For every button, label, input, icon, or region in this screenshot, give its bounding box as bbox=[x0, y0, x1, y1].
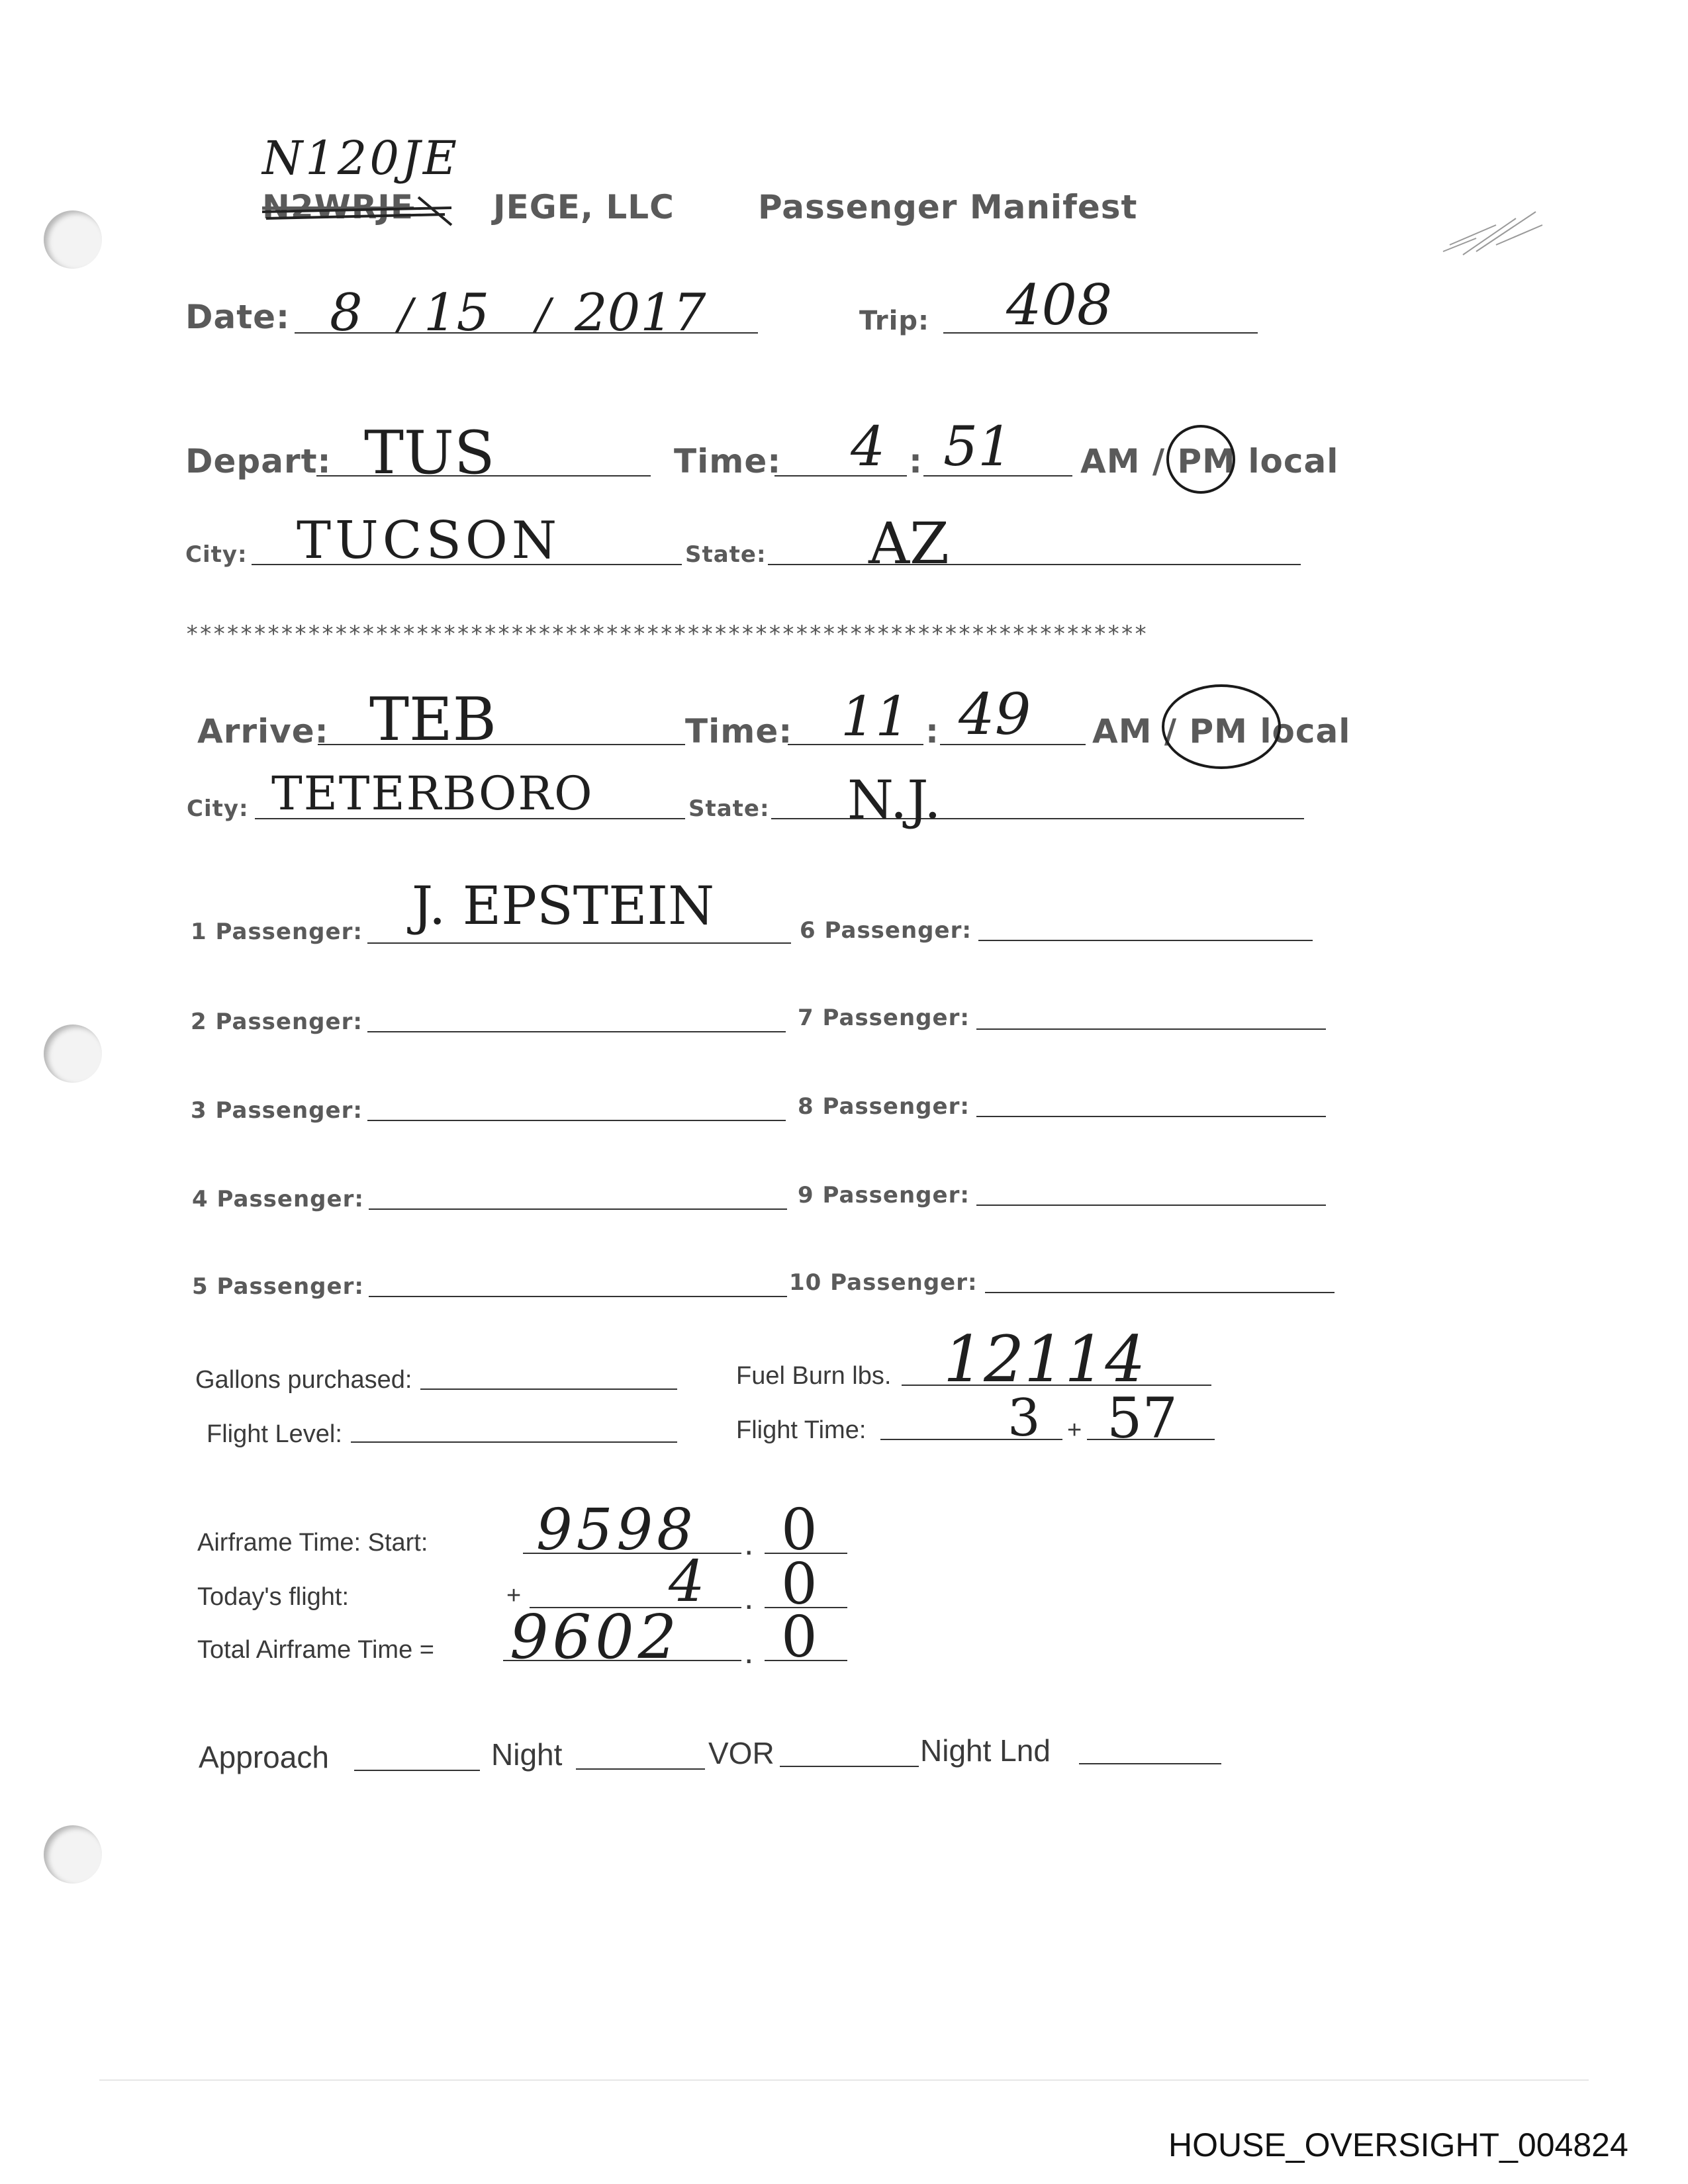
passenger-10-label: 10 Passenger: bbox=[789, 1269, 978, 1296]
arrive-state: N.J. bbox=[847, 769, 941, 831]
arrive-airport: TEB bbox=[369, 685, 496, 754]
strikeout-scribble bbox=[259, 192, 458, 232]
passenger-3-line bbox=[367, 1120, 786, 1121]
total-airframe-label: Total Airframe Time = bbox=[197, 1636, 434, 1664]
vor-label: VOR bbox=[708, 1736, 774, 1770]
passenger-8-label: 8 Passenger: bbox=[798, 1093, 970, 1120]
passenger-1-label: 1 Passenger: bbox=[191, 919, 363, 945]
passenger-7-line bbox=[976, 1028, 1326, 1030]
depart-city-label: City: bbox=[185, 541, 248, 568]
arrive-city: TETERBORO bbox=[271, 766, 594, 821]
passenger-4-line bbox=[369, 1208, 787, 1210]
depart-minute: 51 bbox=[943, 416, 1013, 478]
airframe-start-tenth: 0 bbox=[781, 1497, 818, 1563]
binder-hole-bottom bbox=[44, 1825, 102, 1884]
date-sep-1: / bbox=[399, 290, 413, 339]
passenger-6-label: 6 Passenger: bbox=[800, 917, 972, 944]
passenger-2-label: 2 Passenger: bbox=[191, 1009, 363, 1035]
flight-time-separator: + bbox=[1067, 1416, 1082, 1444]
binder-hole-top bbox=[44, 210, 102, 269]
arrive-time-label: Time: bbox=[685, 712, 793, 751]
tail-number-struck: N2WRJE bbox=[262, 188, 414, 226]
depart-time-label: Time: bbox=[674, 442, 782, 480]
scan-edge-line bbox=[99, 2079, 1589, 2081]
date-sep-2: / bbox=[536, 290, 551, 339]
company-name: JEGE, LLC bbox=[493, 188, 675, 226]
document-id: HOUSE_OVERSIGHT_004824 bbox=[1168, 2126, 1628, 2163]
depart-label: Depart: bbox=[185, 442, 332, 480]
date-year: 2017 bbox=[575, 283, 706, 343]
flight-time-label: Flight Time: bbox=[736, 1416, 867, 1444]
total-airframe-dot: . bbox=[744, 1633, 754, 1671]
flight-time-hours: 3 bbox=[1008, 1388, 1041, 1448]
depart-state-label: State: bbox=[685, 541, 767, 568]
arrive-ampm-local: AM / PM local bbox=[1092, 712, 1351, 751]
airframe-start-label: Airframe Time: Start: bbox=[197, 1529, 428, 1557]
passenger-5-label: 5 Passenger: bbox=[192, 1273, 364, 1300]
fuel-burn-value: 12114 bbox=[943, 1322, 1146, 1396]
gallons-purchased-line bbox=[420, 1388, 677, 1390]
passenger-7-label: 7 Passenger: bbox=[798, 1005, 970, 1031]
trip-label: Trip: bbox=[859, 306, 929, 336]
arrive-minute: 49 bbox=[959, 682, 1031, 748]
total-airframe-whole: 9602 bbox=[510, 1602, 681, 1672]
passenger-5-line bbox=[369, 1296, 787, 1297]
depart-airport: TUS bbox=[364, 418, 495, 488]
arrive-pm-circle bbox=[1162, 684, 1281, 769]
arrive-time-colon: : bbox=[925, 712, 939, 751]
night-lnd-label: Night Lnd bbox=[920, 1733, 1051, 1768]
gallons-purchased-label: Gallons purchased: bbox=[195, 1366, 412, 1394]
trip-number: 408 bbox=[1006, 273, 1113, 338]
section-separator: *********************************************************************** bbox=[185, 621, 1148, 647]
fuel-burn-label: Fuel Burn lbs. bbox=[736, 1362, 892, 1390]
todays-flight-tenth: 0 bbox=[781, 1551, 818, 1617]
passenger-1-line bbox=[367, 942, 791, 944]
depart-city: TUCSON bbox=[297, 511, 561, 570]
arrive-hour: 11 bbox=[841, 686, 910, 749]
approach-line bbox=[354, 1770, 480, 1771]
passenger-9-label: 9 Passenger: bbox=[798, 1182, 970, 1208]
passenger-8-line bbox=[976, 1116, 1326, 1117]
depart-state-line bbox=[768, 564, 1301, 565]
todays-flight-plus: + bbox=[506, 1582, 522, 1610]
page-title: Passenger Manifest bbox=[758, 188, 1138, 226]
scan-smudge bbox=[1436, 192, 1569, 278]
flight-time-minutes: 57 bbox=[1107, 1386, 1178, 1451]
todays-flight-label: Today's flight: bbox=[197, 1583, 350, 1611]
tail-number-handwritten: N120JE bbox=[262, 131, 460, 185]
depart-hour: 4 bbox=[851, 416, 886, 478]
depart-time-colon: : bbox=[909, 442, 923, 480]
date-month: 8 bbox=[330, 283, 363, 343]
passenger-2-line bbox=[367, 1031, 786, 1032]
date-label: Date: bbox=[185, 298, 291, 336]
passenger-6-line bbox=[978, 940, 1313, 941]
depart-hour-line bbox=[774, 475, 907, 477]
passenger-10-line bbox=[985, 1292, 1335, 1293]
todays-flight-dot: . bbox=[744, 1578, 754, 1617]
arrive-state-label: State: bbox=[688, 796, 770, 822]
night-label: Night bbox=[491, 1737, 563, 1772]
flight-level-line bbox=[351, 1441, 677, 1443]
airframe-start-whole: 9598 bbox=[536, 1497, 697, 1563]
vor-line bbox=[780, 1766, 919, 1767]
depart-pm-circle bbox=[1166, 425, 1235, 494]
passenger-4-label: 4 Passenger: bbox=[192, 1186, 364, 1212]
todays-flight-whole: 4 bbox=[669, 1549, 705, 1615]
arrive-label: Arrive: bbox=[197, 712, 329, 751]
date-day: 15 bbox=[424, 283, 490, 343]
arrive-city-label: City: bbox=[187, 796, 249, 822]
approach-label: Approach bbox=[199, 1740, 329, 1774]
night-lnd-line bbox=[1079, 1763, 1221, 1764]
binder-hole-middle bbox=[44, 1024, 102, 1083]
passenger-3-label: 3 Passenger: bbox=[191, 1097, 363, 1124]
night-line bbox=[576, 1768, 705, 1770]
airframe-start-dot: . bbox=[744, 1524, 754, 1563]
depart-state: AZ bbox=[868, 511, 949, 577]
passenger-9-line bbox=[976, 1205, 1326, 1206]
flight-level-label: Flight Level: bbox=[207, 1420, 342, 1448]
total-airframe-tenth: 0 bbox=[781, 1604, 818, 1670]
passenger-1-name: J. EPSTEIN bbox=[412, 875, 715, 936]
depart-ampm-local: AM / PM local bbox=[1080, 442, 1339, 480]
